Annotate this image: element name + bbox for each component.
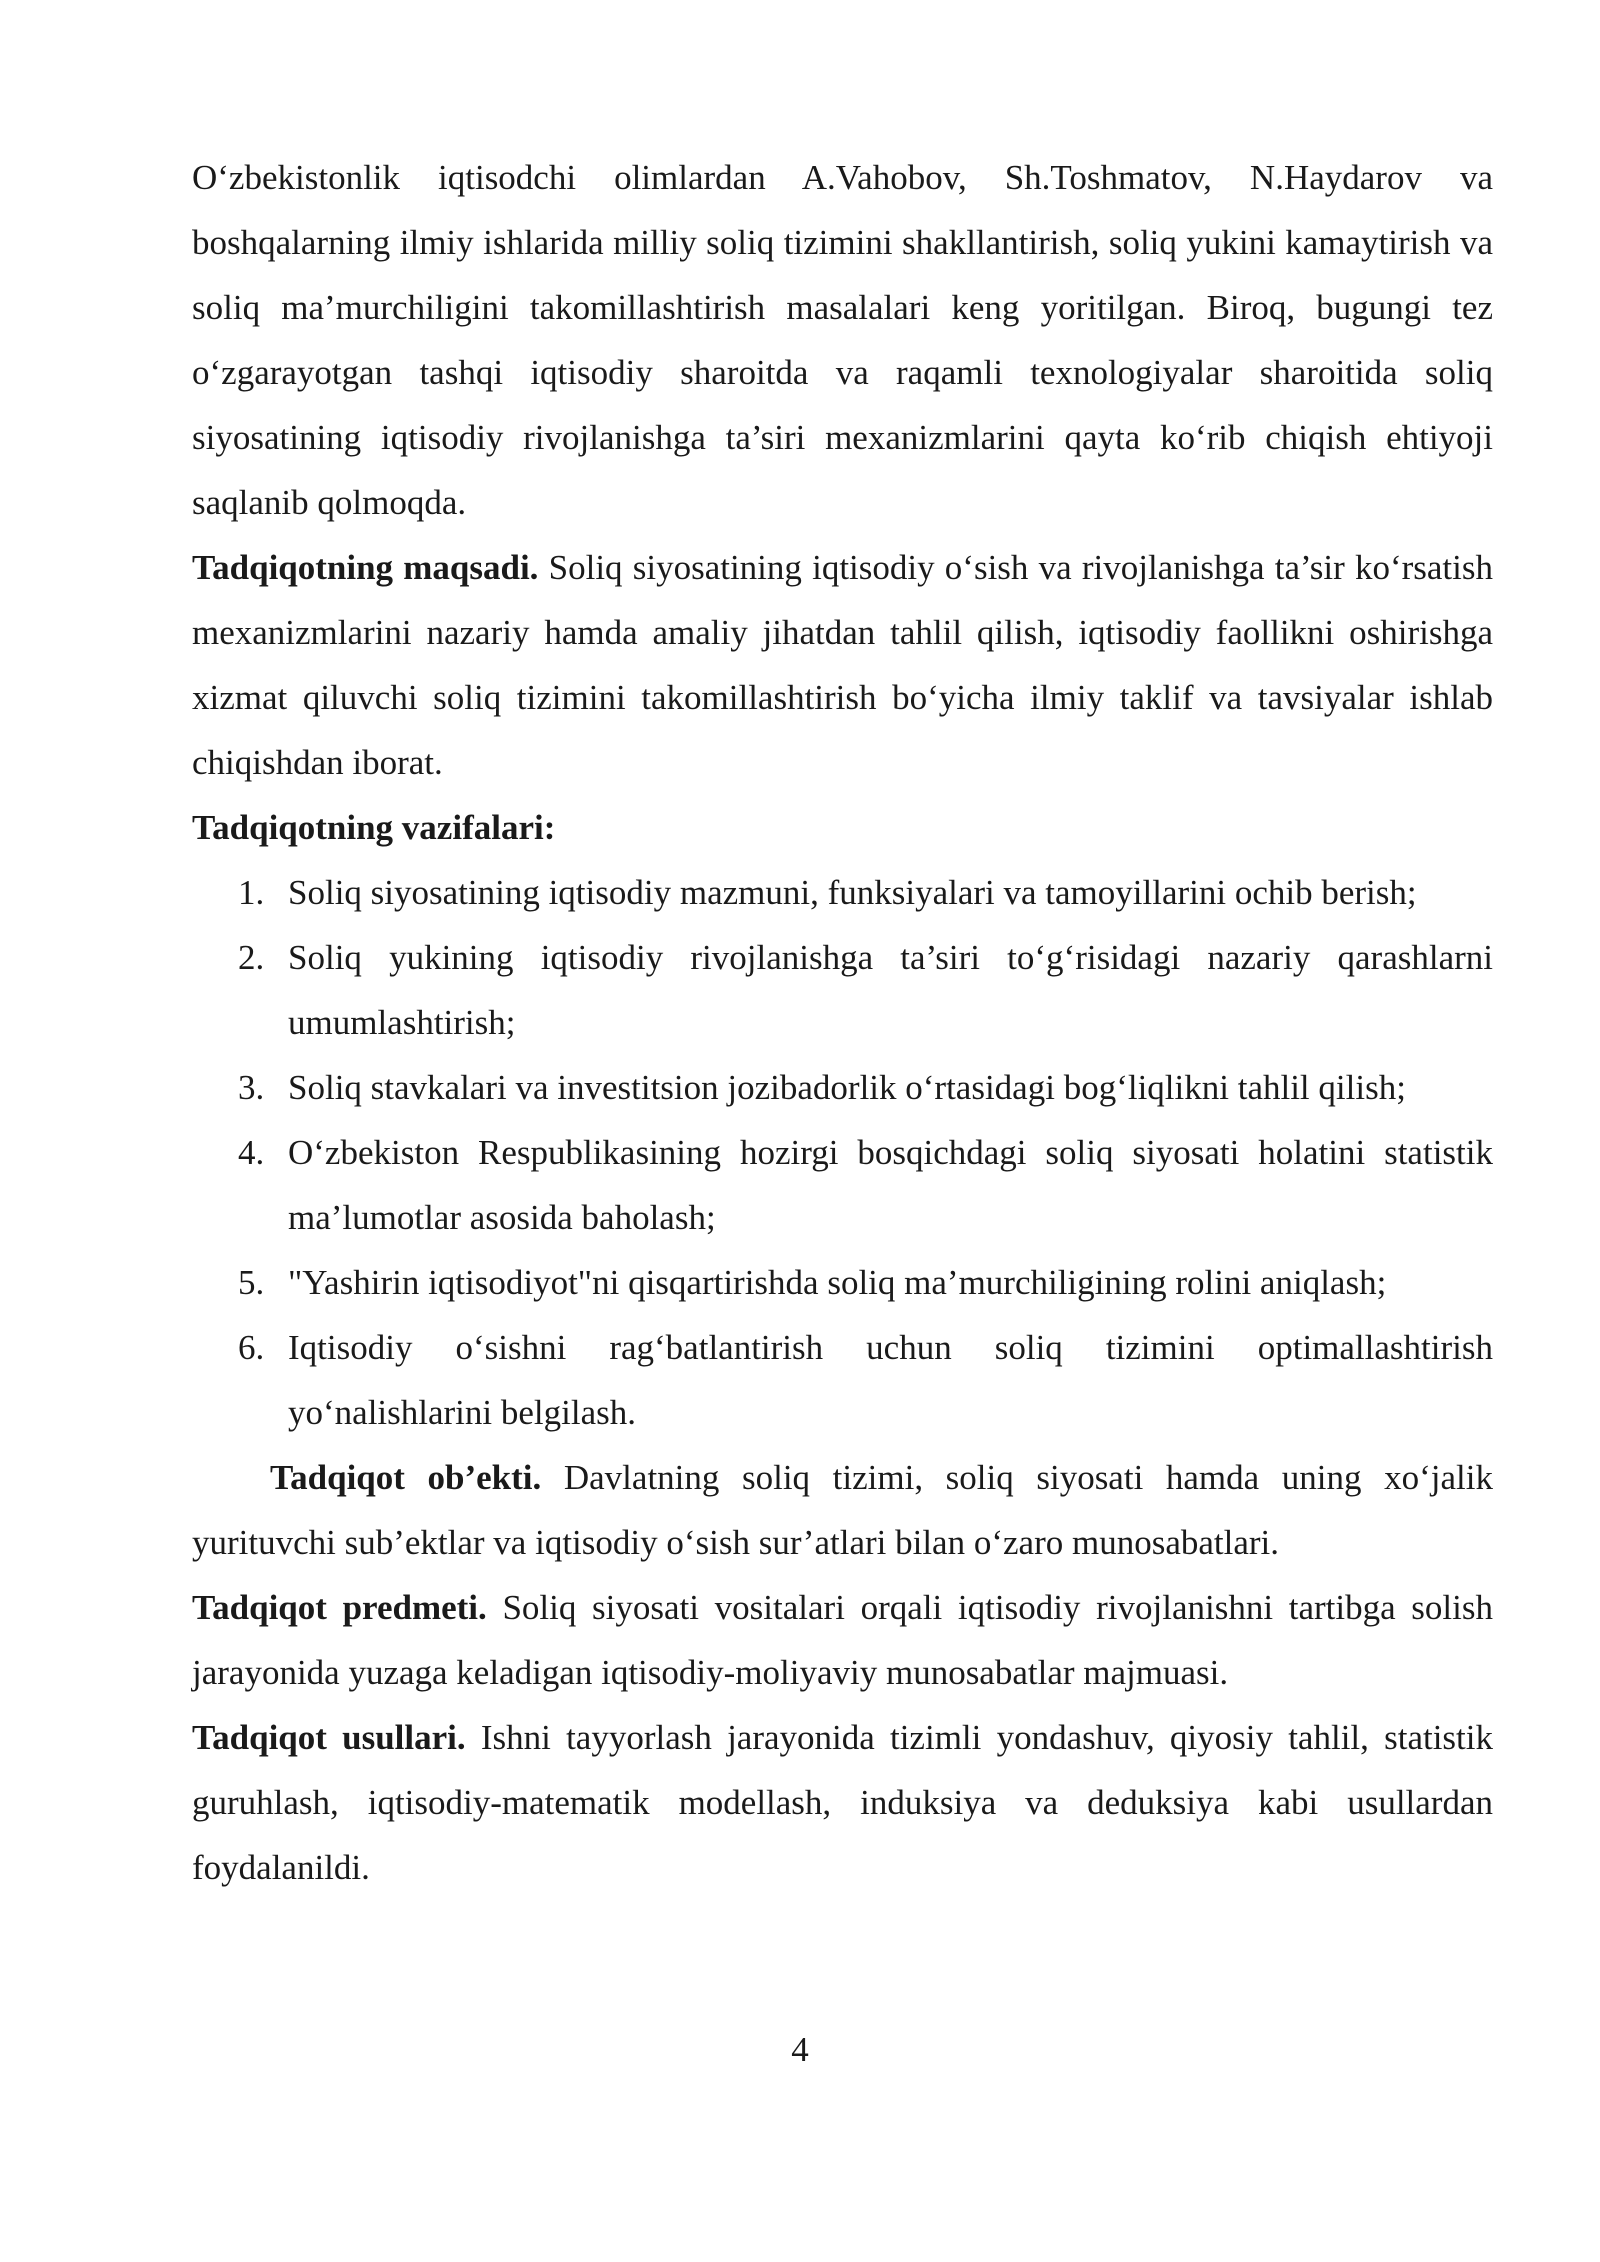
object-text: Davlatning soliq tizimi, soliq siyosati hamda uning xo‘jalik yurituvchi sub’ektlar va iqtisodiy o‘sish sur’atlari bilan o‘zaro munosabatlari.: [192, 1458, 1493, 1562]
object-paragraph: [192, 1445, 1493, 1575]
list-item-text: Soliq siyosatining iqtisodiy mazmuni, funksiyalari va tamoyillarini ochib berish;: [288, 873, 1417, 912]
intro-paragraph: O‘zbekistonlik iqtisodchi olimlardan A.Vahobov, Sh.Toshmatov, N.Haydarov va boshqalarning ilmiy ishlarida milliy soliq tizimini shakllantirish, soliq yukini kamaytirish va soliq ma’murchiligini takomillashtirish masalalari keng yoritilgan. Biroq, bugungi tez o‘zgarayotgan tashqi iqtisodiy sharoitda va raqamli texnologiyalar sharoitida soliq siyosatining iqtisodiy rivojlanishga ta’siri mexanizmlarini qayta ko‘rib chiqish ehtiyoji saqlanib qolmoqda.: [192, 158, 1493, 522]
list-item-text: Soliq yukining iqtisodiy rivojlanishga ta’siri to‘g‘risidagi nazariy qarashlarni umumlashtirish;: [288, 938, 1493, 1042]
subject-paragraph: [192, 1575, 1493, 1705]
tasks-heading: Tadqiqotning vazifalari:: [192, 808, 556, 847]
list-item-text: "Yashirin iqtisodiyot"ni qisqartirishda soliq ma’murchiligining rolini aniqlash;: [288, 1263, 1387, 1302]
document-page: [192, 145, 1493, 1900]
list-item-number: 2.: [238, 938, 265, 977]
list-item-number: 5.: [238, 1263, 265, 1302]
object-label: Tadqiqot ob’ekti.: [270, 1458, 542, 1497]
list-item-number: 6.: [238, 1328, 265, 1367]
goal-label: Tadqiqotning maqsadi.: [192, 548, 539, 587]
methods-paragraph: [192, 1705, 1493, 1900]
list-item: [192, 925, 1493, 1055]
list-item-text: Iqtisodiy o‘sishni rag‘batlantirish uchun soliq tizimini optimallashtirish yo‘nalishlarini belgilash.: [288, 1328, 1493, 1432]
list-item-number: 3.: [238, 1068, 265, 1107]
goal-text: Soliq siyosatining iqtisodiy o‘sish va rivojlanishga ta’sir ko‘rsatish mexanizmlarini nazariy hamda amaliy jihatdan tahlil qilish, iqtisodiy faollikni oshirishga xizmat qiluvchi soliq tizimini takomillashtirish bo‘yicha ilmiy taklif va tavsiyalar ishlab chiqishdan iborat.: [192, 548, 1493, 782]
list-item-number: 4.: [238, 1133, 265, 1172]
list-item: [192, 1315, 1493, 1445]
methods-label: Tadqiqot usullari.: [192, 1718, 466, 1757]
list-item: [192, 1120, 1493, 1250]
tasks-list: [192, 860, 1493, 1445]
list-item-number: 1.: [238, 873, 265, 912]
list-item: [192, 860, 1493, 925]
list-item: [192, 1055, 1493, 1120]
list-item-text: Soliq stavkalari va investitsion jozibadorlik o‘rtasidagi bog‘liqlikni tahlil qilish;: [288, 1068, 1406, 1107]
list-item: [192, 1250, 1493, 1315]
subject-label: Tadqiqot predmeti.: [192, 1588, 487, 1627]
methods-text: Ishni tayyorlash jarayonida tizimli yondashuv, qiyosiy tahlil, statistik guruhlash, iqtisodiy-matematik modellash, induksiya va deduksiya kabi usullardan foydalanildi.: [192, 1718, 1493, 1887]
subject-text: Soliq siyosati vositalari orqali iqtisodiy rivojlanishni tartibga solish jarayonida yuzaga keladigan iqtisodiy-moliyaviy munosabatlar majmuasi.: [192, 1588, 1493, 1692]
page-number: 4: [791, 2030, 809, 2069]
goal-paragraph: [192, 535, 1493, 795]
list-item-text: O‘zbekiston Respublikasining hozirgi bosqichdagi soliq siyosati holatini statistik ma’lumotlar asosida baholash;: [288, 1133, 1493, 1237]
